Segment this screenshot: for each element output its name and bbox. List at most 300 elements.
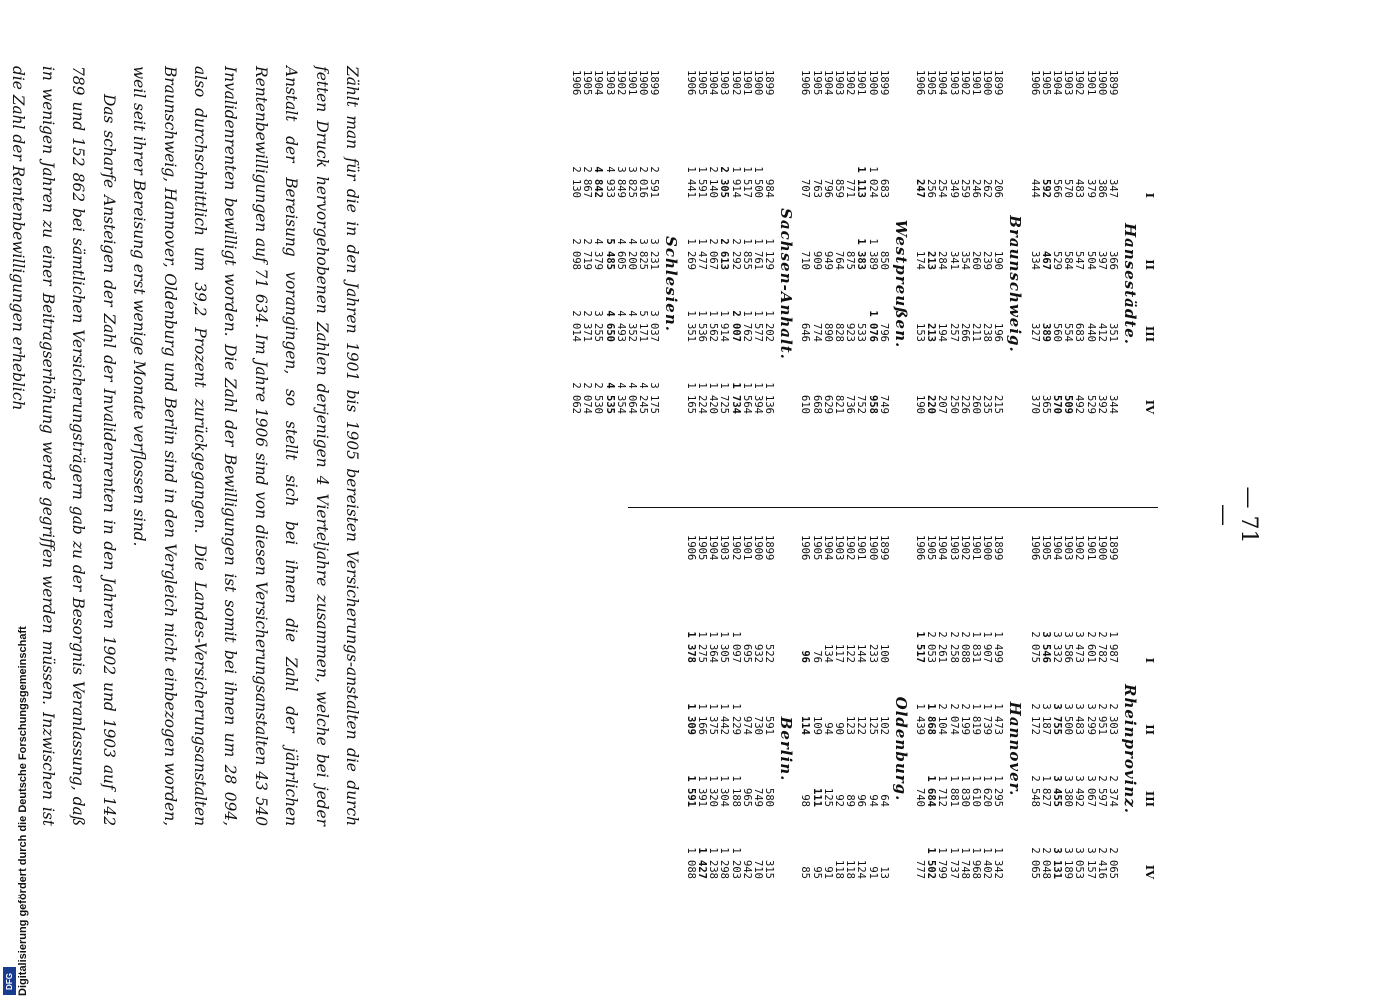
value-cell: 2 613 [718,238,731,270]
value-cell: 100 [877,644,890,663]
value-cell: 95 [810,866,823,879]
year-cell: 1904 [1050,535,1063,561]
value-cell: 134 [821,644,834,663]
value-cell: 522 [763,644,776,663]
value-cell: 2 951 [1095,703,1108,735]
table-row [581,70,592,498]
value-cell: 4 200 [626,238,639,270]
value-cell: 467 [1039,251,1052,270]
value-cell: 250 [947,395,960,414]
value-cell: 1 517 [740,166,753,198]
value-cell: 2 048 [1039,847,1052,879]
value-cell: 2 374 [1107,775,1119,807]
value-cell: 1 402 [981,847,994,879]
value-cell: 125 [821,788,834,807]
value-cell: 1 591 [684,775,697,807]
table-row [626,70,637,498]
table-row [570,70,581,498]
value-cell: 260 [969,395,982,414]
value-cell: 1 591 [695,166,708,198]
table-row [981,70,992,498]
value-cell: 3 500 [1062,703,1075,735]
value-cell: 1 224 [695,382,708,414]
value-cell: 942 [740,860,753,879]
value-cell: 736 [844,395,857,414]
section-title: Sachsen-Anhalt. [777,208,796,360]
table-row [707,535,718,963]
table-row [833,70,844,498]
year-cell: 1903 [718,535,731,561]
value-cell: 859 [832,179,845,198]
table-row [981,535,992,963]
year-cell: 1901 [740,70,753,96]
value-cell: 91 [866,866,879,879]
value-cell: 366 [1107,251,1119,270]
table-row [752,535,763,963]
value-cell: 949 [821,251,834,270]
table-row [685,70,696,498]
table-row [810,70,821,498]
year-cell: 1903 [603,70,616,96]
value-cell: 354 [958,251,971,270]
value-cell: 1 473 [992,703,1005,735]
value-cell: 1 517 [913,631,926,663]
year-cell: 1899 [763,70,776,96]
table-row [1028,535,1039,963]
table-row [822,535,833,963]
table-row [822,70,833,498]
value-cell: 4 535 [603,382,616,414]
value-cell: 2 416 [1095,847,1108,879]
value-cell: 85 [799,866,812,879]
value-cell: 3 455 [1050,775,1063,807]
value-cell: 923 [844,323,857,342]
year-cell: 1904 [707,535,720,561]
value-cell: 2 067 [707,238,720,270]
table-row [799,70,810,498]
table-row [914,70,925,498]
value-cell: 213 [925,251,938,270]
table-row [855,70,866,498]
value-cell: 1 987 [1107,631,1119,663]
value-cell: 529 [1084,395,1097,414]
value-cell: 344 [1107,395,1119,414]
year-cell: 1905 [581,70,594,96]
value-cell: 3 187 [1039,703,1052,735]
table-row [718,70,729,498]
value-cell: 114 [799,716,812,735]
value-cell: 122 [855,716,868,735]
value-cell: 1 389 [866,238,879,270]
year-cell: 1903 [947,535,960,561]
value-cell: 94 [821,722,834,735]
table-row [833,535,844,963]
value-cell: 4 245 [637,382,650,414]
value-cell: 239 [981,251,994,270]
year-cell: 1906 [570,70,583,96]
year-cell: 1904 [936,535,949,561]
left-table-column [570,70,1158,498]
value-cell: 257 [947,323,960,342]
year-cell: 1901 [855,70,868,96]
table-row [1062,70,1073,498]
value-cell: 174 [913,251,926,270]
value-cell: 1 827 [1039,775,1052,807]
value-cell: 5 171 [637,310,650,342]
value-cell: 1 188 [729,775,742,807]
value-cell: 1 305 [718,631,731,663]
value-cell: 730 [751,716,764,735]
value-cell: 347 [1107,179,1119,198]
value-cell: 1 229 [729,703,742,735]
year-cell: 1900 [981,535,994,561]
value-cell: 412 [1095,323,1108,342]
year-cell: 1906 [799,535,812,561]
value-cell: 1 577 [751,310,764,342]
value-cell: 1 799 [936,847,949,879]
value-cell: 1 831 [969,631,982,663]
value-cell: 752 [855,395,868,414]
value-cell: 327 [1028,323,1041,342]
value-cell: 3 299 [1084,703,1097,735]
value-cell: 1 868 [925,703,938,735]
year-cell: 1902 [1073,535,1086,561]
value-cell: 1 734 [729,382,742,414]
quarter-header: II [1143,724,1157,735]
year-cell: 1901 [969,535,982,561]
value-cell: 1 129 [763,238,776,270]
paragraph-1: Zählt man für die in den Jahren 1901 bis 1905 bereisten Versicherungs-anstalten die durch fetten Druck hervorgehobenen Zahlen derjenigen 4 Vierteljahre zusammen, welche bei jeder Anstalt der Bereisung vorangingen, so stellt sich bei ihnen die Zahl der jährlichen Rentenbewilligungen auf 71 634. Im Jahre 1906 sind von diesen Versicherungsanstalten 43 540 Invalidenrenten bewilligt worden. Die Zahl der Bewilligungen ist somit bei ihnen um 28 094, also durchschnittlich um 39,2 Prozent zurückgegangen. Die Landes-Versicherungsanstalten Braunschweig, Hannover, Oldenburg und Berlin sind in den Vergleich nicht einbezogen worden, weil seit ihrer Bereisung erst wenige Monate verflossen sind. [130,66,361,826]
value-cell: 370 [1028,395,1041,414]
value-cell: 1 375 [707,703,720,735]
value-cell: 2 014 [570,310,583,342]
value-cell: 1 819 [969,703,982,735]
value-cell: 254 [936,179,949,198]
value-cell: 646 [799,323,812,342]
value-cell: 266 [958,323,971,342]
footer-credit [3,604,29,996]
table-row [763,535,774,963]
value-cell: 1 420 [707,382,720,414]
section-title: Braunschweig. [1006,215,1025,353]
value-cell: 238 [981,323,994,342]
left-column-header [1143,70,1158,498]
value-cell: 96 [855,794,868,807]
value-cell: 3 380 [1062,775,1075,807]
value-cell: 1 076 [866,310,879,342]
value-cell: 196 [992,323,1005,342]
value-cell: 2 016 [637,166,650,198]
value-cell: 96 [799,650,812,663]
value-cell: 3 825 [637,238,650,270]
value-cell: 4 650 [603,310,616,342]
value-cell: 91 [821,866,834,879]
value-cell: 213 [925,323,938,342]
value-cell: 1 441 [684,166,697,198]
value-cell: 226 [958,395,971,414]
value-cell: 2 548 [1028,775,1041,807]
table-row [970,70,981,498]
year-cell: 1905 [1039,70,1052,96]
value-cell: 5 485 [603,238,616,270]
value-cell: 1 610 [969,775,982,807]
table-row [752,70,763,498]
table-row [936,535,947,963]
section-title: Hannover. [1006,701,1025,797]
value-cell: 3 255 [592,310,605,342]
value-cell: 259 [958,179,971,198]
value-cell: 584 [1062,251,1075,270]
year-cell: 1901 [1084,535,1097,561]
table-row [615,70,626,498]
value-cell: 122 [844,644,857,663]
value-cell: 570 [1050,395,1063,414]
year-cell: 1903 [1062,535,1075,561]
value-cell: 2 530 [592,382,605,414]
value-cell: 2 062 [570,382,583,414]
value-cell: 90 [832,722,845,735]
quarter-header: IV [1143,399,1157,414]
value-cell: 2 719 [581,238,594,270]
table-row [1051,70,1062,498]
value-cell: 1 620 [981,775,994,807]
table-row [925,70,936,498]
value-cell: 341 [947,251,960,270]
table-row [914,535,925,963]
value-cell: 89 [844,794,857,807]
value-cell: 965 [740,788,753,807]
value-cell: 2 074 [947,703,960,735]
right-table-column [685,535,1159,963]
value-cell: 94 [866,794,879,807]
value-cell: 3 483 [1073,703,1086,735]
year-cell: 1904 [707,70,720,96]
value-cell: 2 172 [1028,703,1041,735]
value-cell: 509 [1062,395,1075,414]
quarter-header: II [1143,259,1157,270]
value-cell: 220 [925,395,938,414]
value-cell: 1 342 [992,847,1005,879]
value-cell: 492 [1073,395,1086,414]
value-cell: 1 088 [684,847,697,879]
value-cell: 102 [877,716,890,735]
value-cell: 1 712 [936,775,949,807]
value-cell: 2 591 [648,166,661,198]
value-cell: 2 007 [729,310,742,342]
value-cell: 1 914 [729,166,742,198]
value-cell: 1 202 [763,310,776,342]
value-cell: 958 [866,395,879,414]
value-cell: 2 140 [707,166,720,198]
year-cell: 1902 [844,70,857,96]
value-cell: 3 473 [1073,631,1086,663]
value-cell: 1 165 [684,382,697,414]
year-cell: 1903 [832,70,845,96]
value-cell: 444 [1028,179,1041,198]
year-cell: 1906 [684,70,697,96]
value-cell: 796 [877,323,890,342]
value-cell: 1 855 [740,238,753,270]
value-cell: 629 [821,395,834,414]
dfg-logo [3,967,16,995]
value-cell: 1 684 [925,775,938,807]
quarter-header: I [1143,192,1157,198]
value-cell: 98 [799,794,812,807]
value-cell: 570 [1062,179,1075,198]
table-row [685,535,696,963]
table-row [1062,535,1073,963]
value-cell: 2 065 [1028,847,1041,879]
value-cell: 4 352 [626,310,639,342]
table-row [1040,70,1051,498]
value-cell: 1 203 [729,847,742,879]
value-cell: 1 391 [695,775,708,807]
value-cell: 118 [832,860,845,879]
value-cell: 2 074 [581,382,594,414]
value-cell: 235 [981,395,994,414]
value-cell: 974 [740,716,753,735]
table-row [729,535,740,963]
value-cell: 4 842 [592,166,605,198]
value-cell: 1 136 [763,382,776,414]
section-title: Schlesien. [662,236,681,332]
quarter-header: III [1143,790,1157,807]
value-cell: 124 [855,860,868,879]
value-cell: 3 067 [1084,775,1097,807]
value-cell: 909 [810,251,823,270]
section-title: Oldenburg. [891,696,910,802]
quarter-header: III [1143,325,1157,342]
value-cell: 763 [810,179,823,198]
table-row [696,535,707,963]
table-row [1084,70,1095,498]
value-cell: 64 [877,794,890,807]
value-cell: 3 546 [1039,631,1052,663]
value-cell: 2 075 [1028,631,1041,663]
value-cell: 92 [832,794,845,807]
table-row [592,70,603,498]
section-title: Rheinprovinz. [1121,684,1139,814]
table-row [878,70,889,498]
year-cell: 1900 [1095,70,1108,96]
value-cell: 2 065 [1107,847,1119,879]
value-cell: 2 292 [729,238,742,270]
value-cell: 547 [1073,251,1086,270]
year-cell: 1904 [821,535,834,561]
value-cell: 1 502 [925,847,938,879]
value-cell: 440 [1084,323,1097,342]
year-cell: 1902 [958,70,971,96]
value-cell: 125 [866,716,879,735]
table-row [1073,535,1084,963]
table-row [1096,535,1107,963]
value-cell: 2 305 [718,166,731,198]
value-cell: 4 605 [614,238,627,270]
value-cell: 1 364 [707,631,720,663]
value-cell: 774 [810,323,823,342]
value-cell: 397 [1095,251,1108,270]
value-cell: 2 098 [570,238,583,270]
value-cell: 592 [1039,179,1052,198]
quarter-header: IV [1143,864,1157,879]
year-cell: 1904 [1050,70,1063,96]
value-cell: 233 [866,644,879,663]
value-cell: 3 231 [648,238,661,270]
year-cell: 1906 [913,535,926,561]
value-cell: 3 492 [1073,775,1086,807]
table-row [810,535,821,963]
value-cell: 1 427 [695,847,708,879]
value-cell: 118 [844,860,857,879]
year-cell: 1906 [684,535,697,561]
table-row [799,535,810,963]
page-number: — 71 — [1211,486,1261,544]
value-cell: 932 [751,644,764,663]
column-divider [628,507,1158,508]
value-cell: 483 [1073,179,1086,198]
value-cell: 1 269 [684,238,697,270]
value-cell: 1 881 [947,775,960,807]
value-cell: 1 304 [718,775,731,807]
value-cell: 2 053 [925,631,938,663]
value-cell: 123 [844,716,857,735]
year-cell: 1901 [740,535,753,561]
value-cell: 695 [740,644,753,663]
value-cell: 351 [1107,323,1119,342]
value-cell: 76 [810,650,823,663]
value-cell: 580 [763,788,776,807]
value-cell: 194 [936,323,949,342]
value-cell: 1 725 [718,382,731,414]
table-row [741,535,752,963]
dfg-logo-text: DFG [5,972,15,990]
value-cell: 1 761 [751,238,764,270]
value-cell: 1 500 [751,166,764,198]
year-cell: 1902 [614,70,627,96]
table-row [866,535,877,963]
year-cell: 1904 [592,70,605,96]
year-cell: 1905 [695,70,708,96]
value-cell: 2 782 [1095,631,1108,663]
table-row [696,70,707,498]
value-cell: 334 [1028,251,1041,270]
table-row [992,535,1003,963]
value-cell: 710 [799,251,812,270]
year-cell: 1903 [1062,70,1075,96]
body-text [2,66,367,826]
value-cell: 749 [877,395,890,414]
value-cell: 1 394 [751,382,764,414]
table-row [844,70,855,498]
table-row [1051,535,1062,963]
year-cell: 1900 [981,70,994,96]
year-cell: 1900 [866,70,879,96]
value-cell: 1 439 [913,703,926,735]
value-cell: 2 088 [958,631,971,663]
value-cell: 1 113 [855,166,868,198]
section-title: Westpreußen. [891,219,910,349]
value-cell: 2 261 [936,631,949,663]
year-cell: 1899 [648,70,661,96]
value-cell: 554 [1062,323,1075,342]
year-cell: 1900 [637,70,650,96]
table-row [648,70,659,498]
value-cell: 890 [821,323,834,342]
table-row [866,70,877,498]
value-cell: 777 [913,860,926,879]
value-cell: 206 [992,179,1005,198]
value-cell: 215 [992,395,1005,414]
